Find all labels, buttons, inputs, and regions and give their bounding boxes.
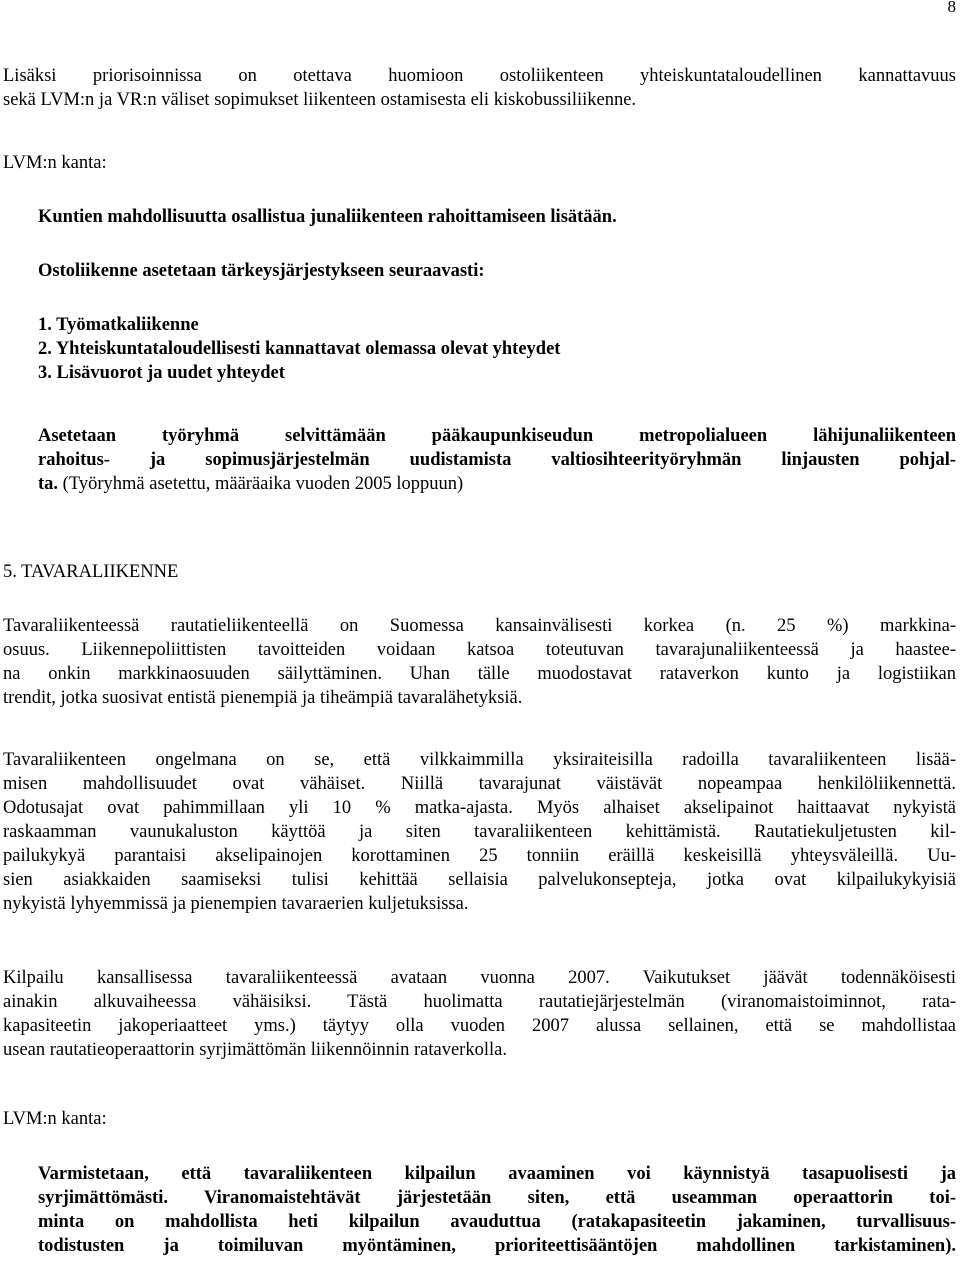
intro-paragraph [3, 64, 956, 112]
text-line: sekä LVM:n ja VR:n väliset sopimukset liikenteen ostamisesta eli kiskobussiliikenne. [3, 90, 637, 110]
section-title: 5. TAVARALIIKENNE [3, 562, 179, 582]
list-item: 2. Yhteiskuntataloudellisesti kannattavat olemassa olevat yhteydet [38, 339, 561, 359]
text-line: Tavaraliikenteen ongelmana on se, että vilkkaimmilla yksiraiteisilla radoilla tavaraliikenteen lisää- [3, 750, 956, 770]
text-line: kapasiteetin jakoperiaatteet yms.) täytyy olla vuoden 2007 alussa sellainen, että se mahdollistaa [3, 1016, 956, 1036]
text-line: ainakin alkuvaiheessa vähäisiksi. Tästä huolimatta rautatiejärjestelmän (viranomaistoiminnot, rata- [3, 992, 956, 1012]
text-line [38, 472, 956, 496]
stance-paragraph: Ostoliikenne asetetaan tärkeysjärjestykseen seuraavasti: [38, 261, 485, 281]
text-line: Asetetaan työryhmä selvittämään pääkaupunkiseudun metropolialueen lähijunaliikenteen [38, 426, 956, 446]
text-line: minta on mahdollista heti kilpailun avauduttua (ratakapasiteetin jakaminen, turvallisuus- [38, 1212, 956, 1232]
list-item: 3. Lisävuorot ja uudet yhteydet [38, 363, 285, 383]
page-number: 8 [947, 0, 956, 16]
text-line: raskaamman vaunukaluston käyttöä ja siten tavaraliikenteen kehittämistä. Rautatiekuljetusten kil- [3, 822, 956, 842]
freight-paragraph-1 [3, 614, 956, 710]
text-line: na onkin markkinaosuuden säilyttäminen. Uhan tälle muodostavat rataverkon kunto ja logistiikan [3, 664, 956, 684]
text-line: sien asiakkaiden saamiseksi tulisi kehittää sellaisia palvelukonsepteja, jotka ovat kilpailukykyisiä [3, 870, 956, 890]
text-line: nykyistä lyhyemmissä ja pienempien tavaraerien kuljetuksissa. [3, 894, 469, 914]
stance-paragraph: Kuntien mahdollisuutta osallistua junaliikenteen rahoittamiseen lisätään. [38, 207, 617, 227]
text-line: syrjimättömästi. Viranomaistehtävät järjestetään siten, että useamman operaattorin toi- [38, 1188, 956, 1208]
list-item: 1. Työmatkaliikenne [38, 315, 199, 335]
text-line: Lisäksi priorisoinnissa on otettava huomioon ostoliikenteen yhteiskuntataloudellinen kannattavuus [3, 66, 956, 86]
freight-paragraph-2 [3, 748, 956, 916]
text-line: trendit, jotka suosivat entistä pienempiä ja tiheämpiä tavaralähetyksiä. [3, 688, 523, 708]
bold-fragment: ta. [38, 474, 59, 494]
freight-paragraph-3 [3, 966, 956, 1062]
stance-heading: LVM:n kanta: [3, 153, 107, 173]
text-line: Odotusajat ovat pahimmillaan yli 10 % matka-ajasta. Myös alhaiset akselipainot haittaavat nykyistä [3, 798, 956, 818]
text-line: misen mahdollisuudet ovat vähäiset. Niillä tavarajunat väistävät nopeampaa henkilöliikennettä. [3, 774, 956, 794]
text-line: Kilpailu kansallisessa tavaraliikenteessä avataan vuonna 2007. Vaikutukset jäävät todennäköisesti [3, 968, 956, 988]
text-line: rahoitus- ja sopimusjärjestelmän uudistamista valtiosihteerityöryhmän linjausten pohjal- [38, 450, 956, 470]
working-group-paragraph [38, 424, 956, 496]
text-line: todistusten ja toimiluvan myöntäminen, prioriteettisääntöjen mahdollinen tarkistaminen). [38, 1236, 956, 1256]
text-line: usean rautatieoperaattorin syrjimättömän liikennöinnin rataverkolla. [3, 1040, 507, 1060]
competition-stance-paragraph [38, 1162, 956, 1258]
priority-list [38, 313, 956, 385]
text-line: Varmistetaan, että tavaraliikenteen kilpailun avaaminen voi käynnistyä tasapuolisesti ja [38, 1164, 956, 1184]
text-line: osuus. Liikennepoliittisten tavoitteiden voidaan katsoa toteutuvan tavarajunaliikenteessä ja haastee- [3, 640, 956, 660]
text-fragment: (Työryhmä asetettu, määräaika vuoden 2005 loppuun) [58, 474, 464, 494]
text-line: pailukykyä parantaisi akselipainojen korottaminen 25 tonniin eräillä keskeisillä yhteysväleillä. Uu- [3, 846, 956, 866]
text-line: Tavaraliikenteessä rautatieliikenteellä on Suomessa kansainvälisesti korkea (n. 25 %) markkina- [3, 616, 956, 636]
stance-heading: LVM:n kanta: [3, 1109, 107, 1129]
